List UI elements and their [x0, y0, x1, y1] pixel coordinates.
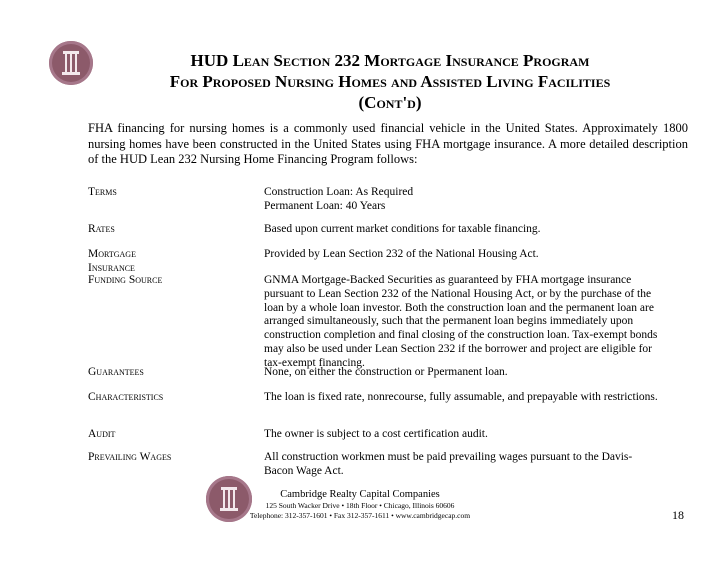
row-label: Funding Source	[88, 274, 163, 286]
row-value: The owner is subject to a cost certification audit.	[264, 428, 488, 440]
row-label: Mortgage Insurance	[88, 248, 136, 274]
row-value: Based upon current market conditions for taxable financing.	[264, 223, 541, 235]
row-value: GNMA Mortgage-Backed Securities as guaranteed by FHA mortgage insurance pursuant to Lean Section 232 of the National Housing Act, or by the purchase of the loan by a whole loan investor. Both the construction loan and the permanent loan are arranged simultaneously, such that the permanent loan begins immediately upon construction completion and final closing of the construction loan. Tax-exempt bonds may also be used under Lean Section 232 if the borrower and project are eligible for tax-exempt financing.	[264, 274, 658, 369]
page-number: 18	[672, 508, 684, 522]
page-title	[80, 50, 700, 113]
row-label: Prevailing Wages	[88, 451, 172, 463]
footer	[240, 488, 480, 521]
row-label: Audit	[88, 428, 116, 440]
intro-paragraph: FHA financing for nursing homes is a commonly used financial vehicle in the United States. Approximately 1800 nursing homes have been constructed in the United States using FHA mortgage insurance. A more detailed description of the HUD Lean 232 Nursing Home Financing Program follows:	[88, 121, 688, 167]
row-label: Characteristics	[88, 391, 164, 403]
row-value: Provided by Lean Section 232 of the National Housing Act.	[264, 248, 539, 260]
row-value: Construction Loan: As Required Permanent Loan: 40 Years	[264, 186, 414, 212]
title-line-1: HUD Lean Section 232 Mortgage Insurance Program	[190, 51, 590, 70]
footer-company: Cambridge Realty Capital Companies	[280, 489, 440, 500]
row-value: All construction workmen must be paid prevailing wages pursuant to the Davis-Bacon Wage Act.	[264, 451, 633, 477]
row-label: Guarantees	[88, 366, 144, 378]
row-label: Rates	[88, 223, 115, 235]
footer-contact: Telephone: 312-357-1601 • Fax 312-357-1611 • www.cambridgecap.com	[249, 511, 471, 520]
title-line-2: For Proposed Nursing Homes and Assisted Living Facilities	[169, 72, 611, 91]
footer-address: 125 South Wacker Drive • 18th Floor • Chicago, Illinois 60606	[265, 501, 455, 510]
row-value: The loan is fixed rate, nonrecourse, fully assumable, and prepayable with restrictions.	[264, 391, 658, 403]
row-value: None, on either the construction or Ppermanent loan.	[264, 366, 508, 378]
row-label: Terms	[88, 186, 117, 198]
title-line-3: (Cont'd)	[358, 93, 422, 112]
